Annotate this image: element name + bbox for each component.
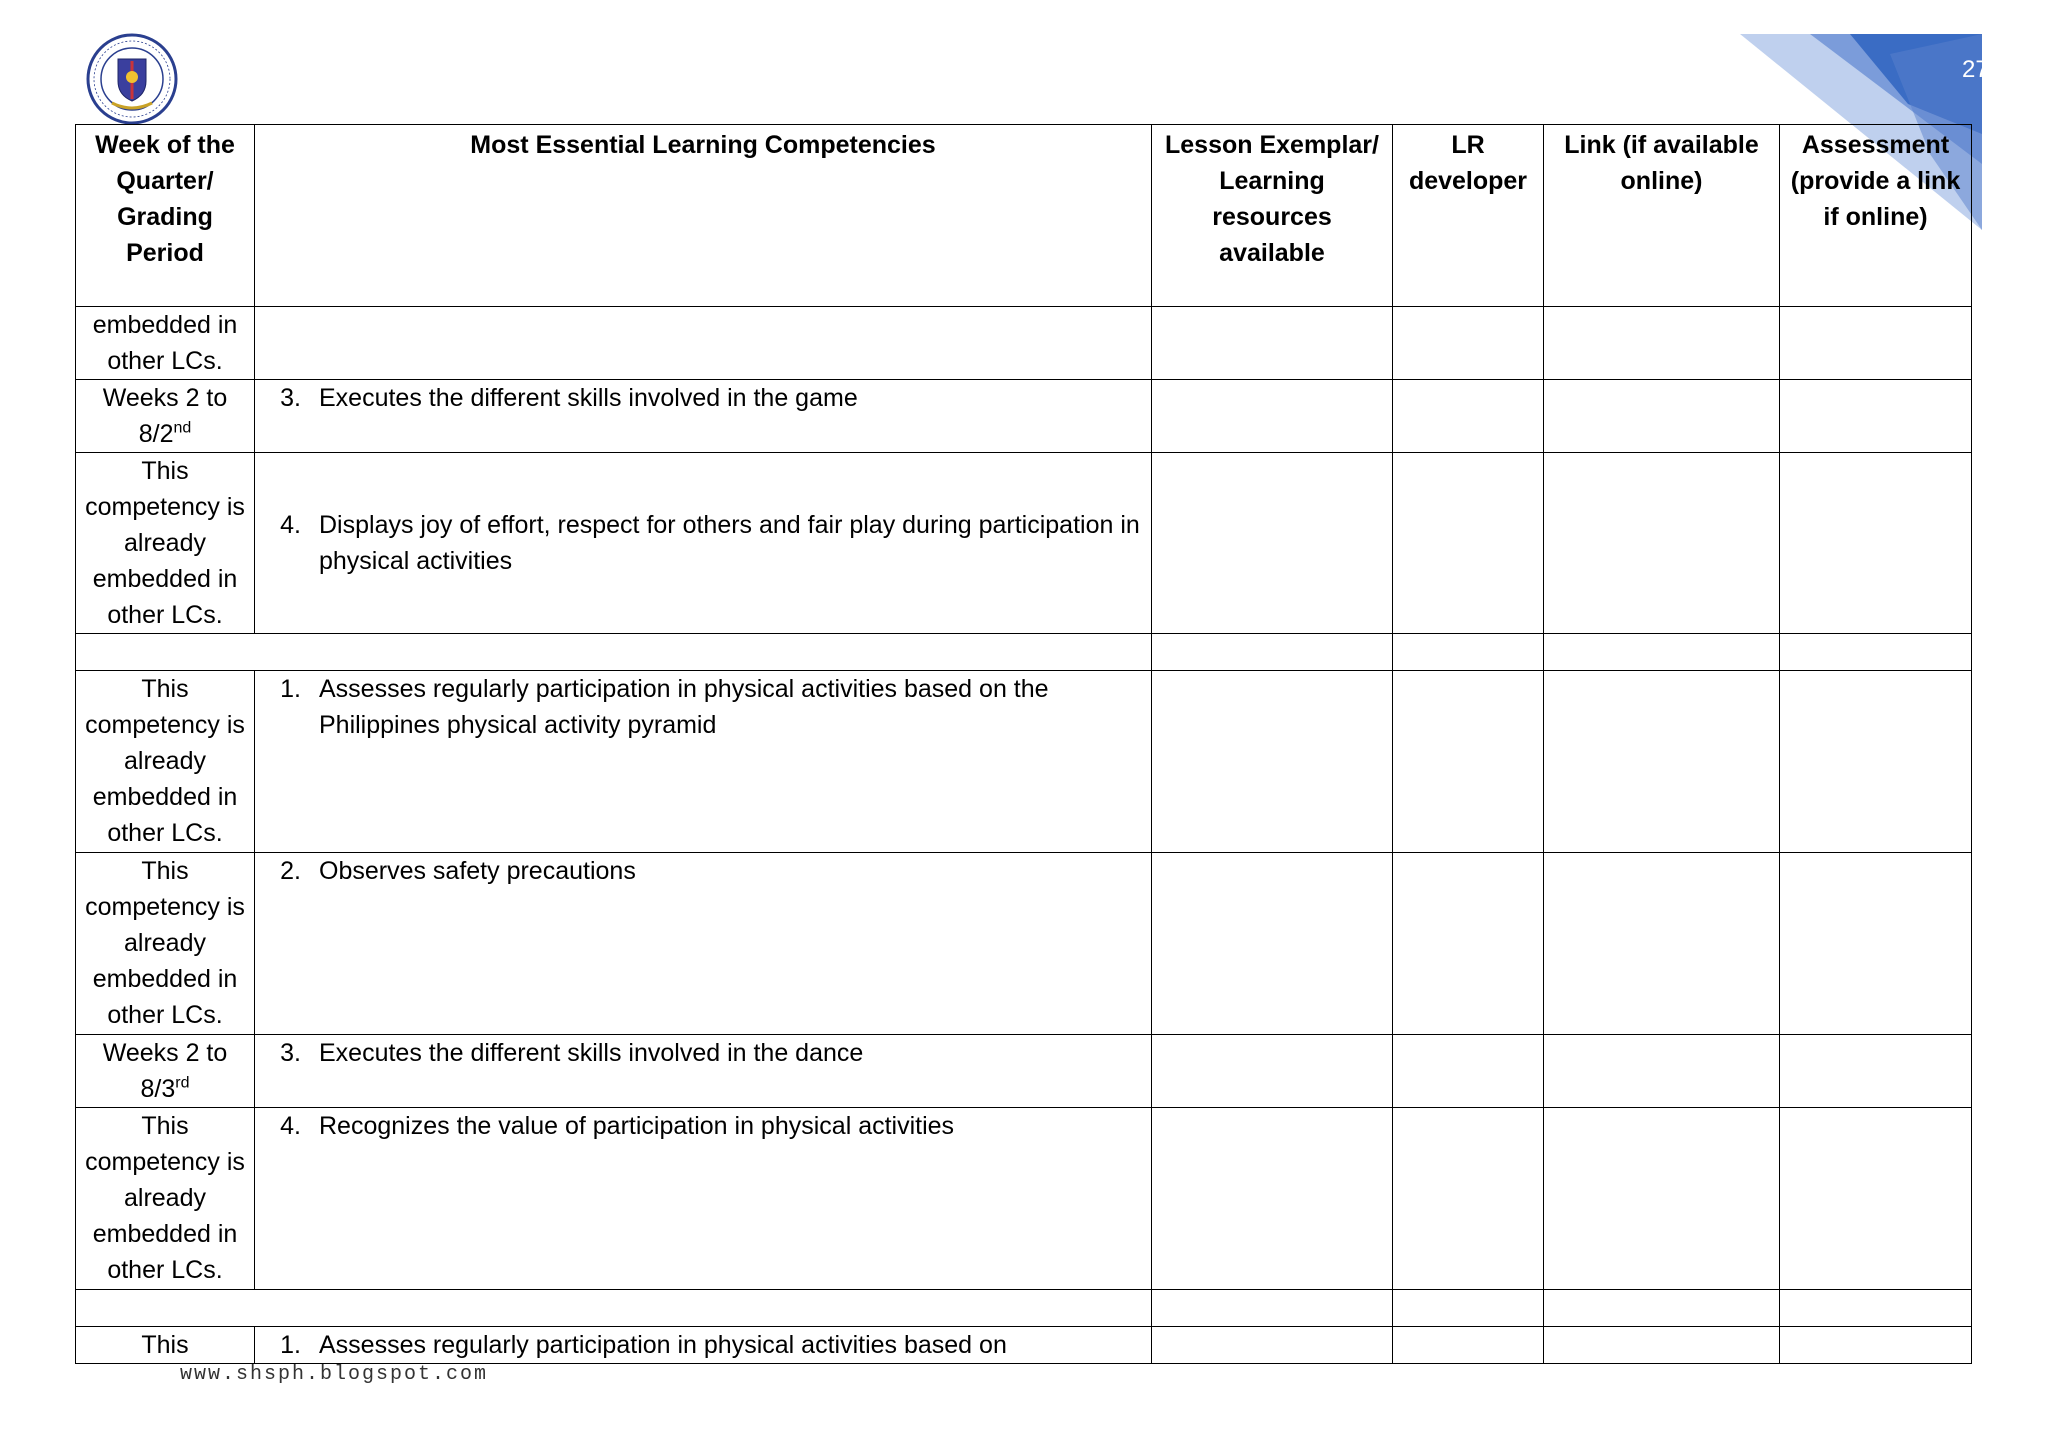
- empty-cell: [1393, 671, 1544, 853]
- header-assessment: Assessment (provide a link if online): [1780, 125, 1972, 307]
- header-week: Week of the Quarter/ Grading Period: [76, 125, 255, 307]
- empty-cell: [1544, 1327, 1780, 1364]
- competency-table: [75, 124, 1972, 1364]
- table-row-spacer: [76, 634, 1972, 671]
- empty-cell: [1780, 380, 1972, 453]
- table-row: [76, 1108, 1972, 1290]
- empty-cell: [1780, 853, 1972, 1035]
- competency-text: Observes safety precautions: [319, 857, 636, 885]
- competency-text: Executes the different skills involved in the dance: [319, 1039, 864, 1067]
- table-row: [76, 853, 1972, 1035]
- empty-cell: [1780, 1327, 1972, 1364]
- week-cell: This: [76, 1327, 255, 1364]
- empty-cell: [1544, 1108, 1780, 1290]
- empty-cell: [1544, 1290, 1780, 1327]
- item-number: 3.: [280, 1039, 301, 1067]
- week-cell: [76, 380, 255, 453]
- empty-cell: [1152, 1327, 1393, 1364]
- competency-text: Assesses regularly participation in physical activities based on the Philippines physical activity pyramid: [319, 675, 1049, 739]
- table-row: [76, 307, 1972, 380]
- empty-cell: [1393, 853, 1544, 1035]
- competency-text: Recognizes the value of participation in physical activities: [319, 1112, 955, 1140]
- empty-cell: [1780, 307, 1972, 380]
- empty-cell: [1393, 634, 1544, 671]
- empty-cell: [1780, 1108, 1972, 1290]
- empty-cell: [1152, 380, 1393, 453]
- empty-cell: [1780, 453, 1972, 634]
- header-competencies: Most Essential Learning Competencies: [255, 125, 1152, 307]
- header-lesson-exemplar: Lesson Exemplar/ Learning resources available: [1152, 125, 1393, 307]
- empty-cell: [1393, 1108, 1544, 1290]
- competency-cell: [255, 307, 1152, 380]
- empty-cell: [1544, 671, 1780, 853]
- week-text: Weeks 2 to 8/2: [102, 384, 228, 448]
- empty-cell: [1780, 1035, 1972, 1108]
- empty-cell: [1780, 634, 1972, 671]
- item-number: 1.: [280, 675, 301, 703]
- empty-cell: [76, 634, 1152, 671]
- week-cell: This competency is already embedded in other LCs.: [76, 453, 255, 634]
- table-row: [76, 453, 1972, 634]
- competency-cell: [255, 380, 1152, 453]
- table-row: [76, 1035, 1972, 1108]
- empty-cell: [1780, 671, 1972, 853]
- competency-cell: [255, 453, 1152, 634]
- competency-text: Assesses regularly participation in physical activities based on: [319, 1331, 1007, 1359]
- competency-cell: [255, 1108, 1152, 1290]
- empty-cell: [1152, 853, 1393, 1035]
- empty-cell: [1393, 453, 1544, 634]
- empty-cell: [1544, 453, 1780, 634]
- empty-cell: [1152, 1290, 1393, 1327]
- header-link: Link (if available online): [1544, 125, 1780, 307]
- empty-cell: [1152, 453, 1393, 634]
- empty-cell: [1544, 380, 1780, 453]
- empty-cell: [1544, 634, 1780, 671]
- table-row: [76, 671, 1972, 853]
- item-number: 4.: [280, 1112, 301, 1140]
- empty-cell: [1393, 1327, 1544, 1364]
- table-header-row: [76, 125, 1972, 307]
- empty-cell: [1152, 1108, 1393, 1290]
- empty-cell: [1152, 307, 1393, 380]
- competency-cell: [255, 1035, 1152, 1108]
- empty-cell: [1152, 671, 1393, 853]
- empty-cell: [1780, 1290, 1972, 1327]
- item-number: 3.: [280, 384, 301, 412]
- competency-text: Displays joy of effort, respect for others and fair play during participation in physical activities: [319, 511, 1140, 575]
- footer-url: www.shsph.blogspot.com: [180, 1363, 489, 1386]
- item-number: 2.: [280, 857, 301, 885]
- table-row: [76, 380, 1972, 453]
- table-row: [76, 1327, 1972, 1364]
- item-number: 1.: [280, 1331, 301, 1359]
- page-number: 272: [1962, 56, 2003, 83]
- week-cell: This competency is already embedded in other LCs.: [76, 1108, 255, 1290]
- empty-cell: [1393, 1290, 1544, 1327]
- deped-seal-logo: [86, 33, 178, 125]
- empty-cell: [1544, 307, 1780, 380]
- week-cell: [76, 1035, 255, 1108]
- week-text: Weeks 2 to 8/3: [102, 1039, 228, 1103]
- empty-cell: [1544, 1035, 1780, 1108]
- item-number: 4.: [280, 511, 301, 539]
- empty-cell: [1152, 634, 1393, 671]
- week-cell: This competency is already embedded in other LCs.: [76, 671, 255, 853]
- competency-cell: [255, 853, 1152, 1035]
- week-ordinal: nd: [173, 419, 192, 437]
- week-ordinal: rd: [175, 1074, 190, 1092]
- empty-cell: [1393, 380, 1544, 453]
- header-lr-developer: LR developer: [1393, 125, 1544, 307]
- week-cell: This competency is already embedded in other LCs.: [76, 853, 255, 1035]
- empty-cell: [1544, 853, 1780, 1035]
- competency-text: Executes the different skills involved in the game: [319, 384, 858, 412]
- table-row-spacer: [76, 1290, 1972, 1327]
- empty-cell: [76, 1290, 1152, 1327]
- empty-cell: [1393, 1035, 1544, 1108]
- week-cell: embedded in other LCs.: [76, 307, 255, 380]
- competency-cell: [255, 671, 1152, 853]
- empty-cell: [1393, 307, 1544, 380]
- competency-cell: [255, 1327, 1152, 1364]
- empty-cell: [1152, 1035, 1393, 1108]
